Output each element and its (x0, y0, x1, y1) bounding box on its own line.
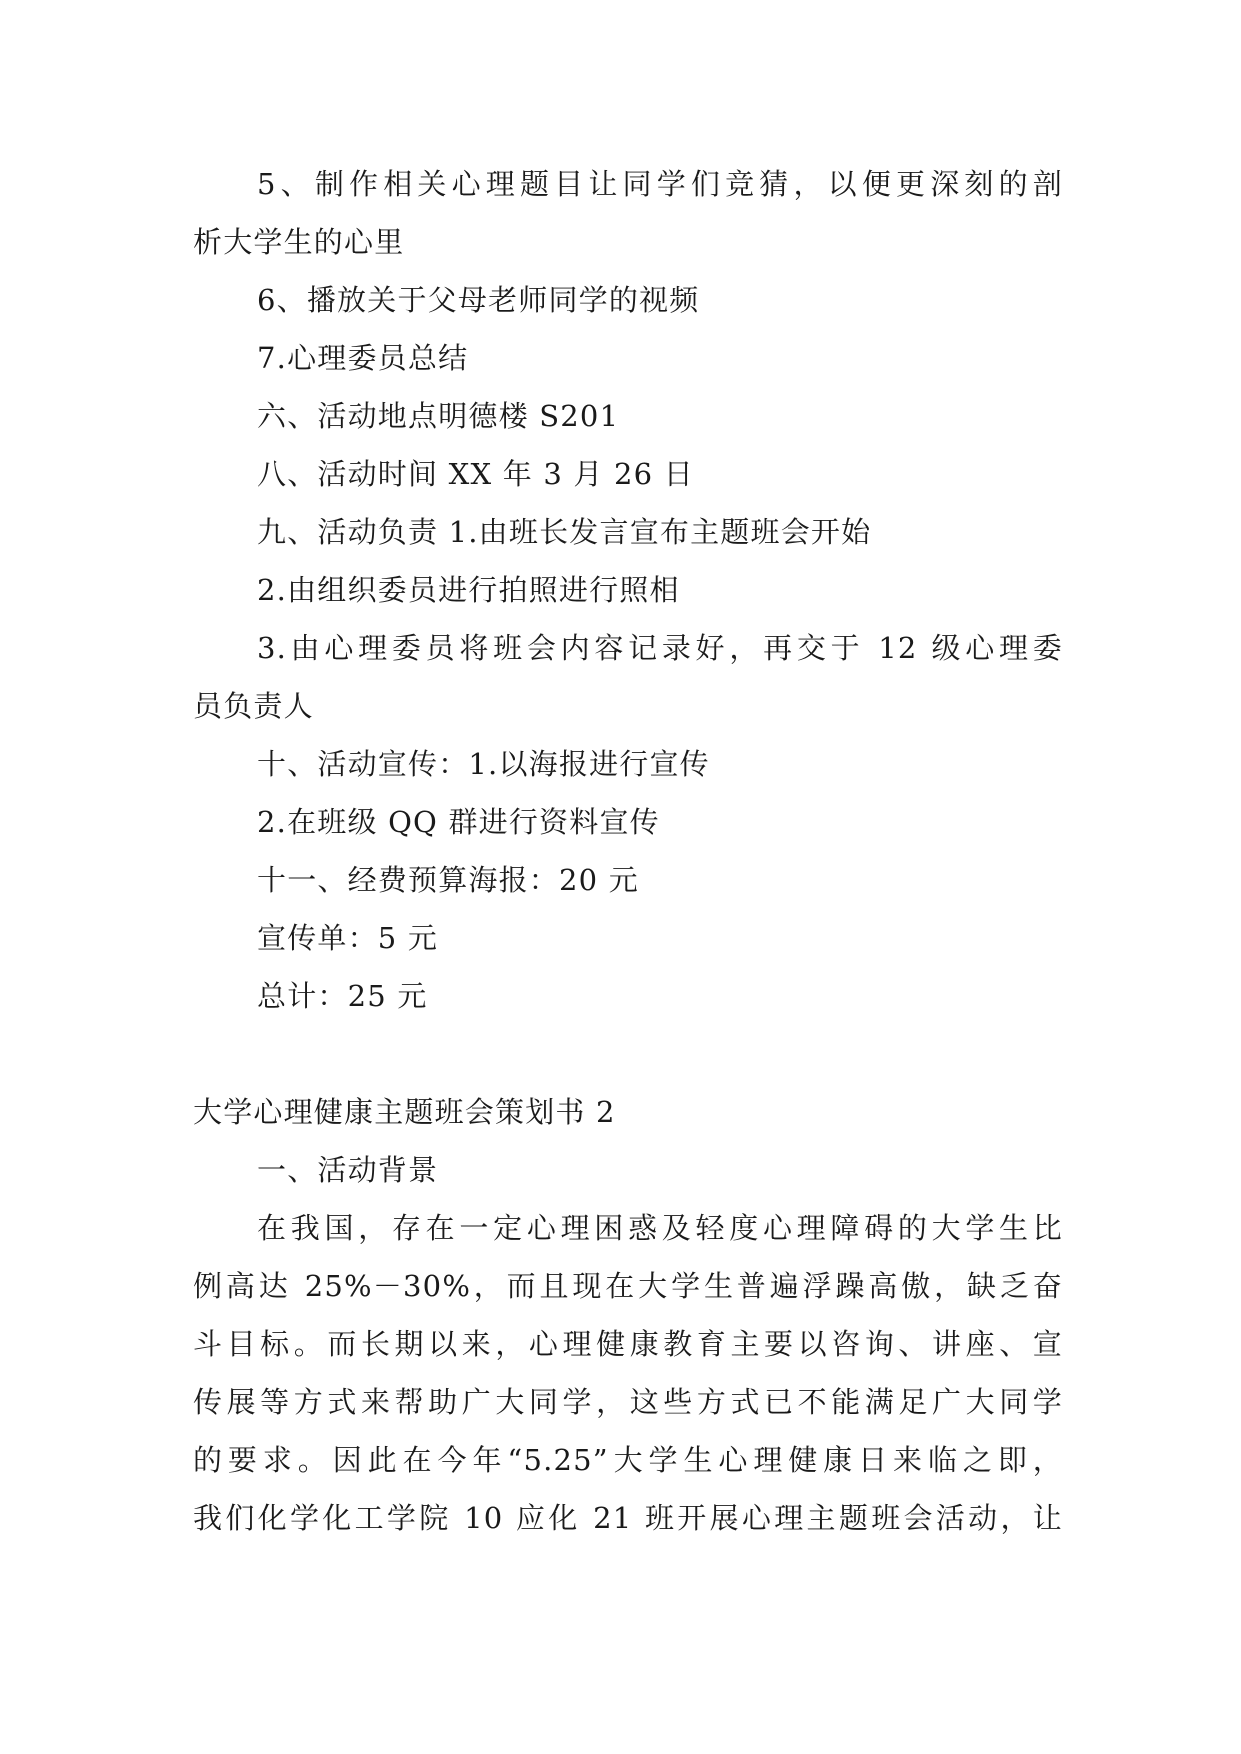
text-line: 宣传单：5 元 (257, 921, 439, 955)
section-heading: 大学心理健康主题班会策划书 2 (193, 1095, 616, 1129)
text-line: 我们化学化工学院 10 应化 21 班开展心理主题班会活动，让 (193, 1501, 1063, 1535)
text-line: 例高达 25%－30%，而且现在大学生普遍浮躁高傲，缺乏奋 (193, 1269, 1063, 1303)
text-line: 九、活动负责 1.由班长发言宣布主题班会开始 (257, 515, 872, 549)
text-line: 一、活动背景 (257, 1153, 439, 1187)
text-line: 八、活动时间 XX 年 3 月 26 日 (257, 457, 694, 491)
text-line: 析大学生的心里 (193, 225, 405, 259)
text-line: 3.由心理委员将班会内容记录好，再交于 12 级心理委 (257, 631, 1063, 665)
text-line: 7.心理委员总结 (257, 341, 469, 375)
text-line: 十一、经费预算海报：20 元 (257, 863, 639, 897)
text-line: 6、播放关于父母老师同学的视频 (257, 283, 700, 317)
text-line: 员负责人 (193, 689, 314, 723)
text-line: 在我国，存在一定心理困惑及轻度心理障碍的大学生比 (257, 1211, 1063, 1245)
text-line: 传展等方式来帮助广大同学，这些方式已不能满足广大同学 (193, 1385, 1063, 1419)
text-line: 六、活动地点明德楼 S201 (257, 399, 620, 433)
text-line: 的要求。因此在今年“5.25”大学生心理健康日来临之即， (193, 1443, 1063, 1477)
text-line: 2.在班级 QQ 群进行资料宣传 (257, 805, 660, 839)
text-line: 2.由组织委员进行拍照进行照相 (257, 573, 680, 607)
text-line: 斗目标。而长期以来，心理健康教育主要以咨询、讲座、宣 (193, 1327, 1063, 1361)
text-line: 5、制作相关心理题目让同学们竞猜，以便更深刻的剖 (257, 167, 1063, 201)
text-line: 总计：25 元 (257, 979, 428, 1013)
text-line: 十、活动宣传：1.以海报进行宣传 (257, 747, 710, 781)
